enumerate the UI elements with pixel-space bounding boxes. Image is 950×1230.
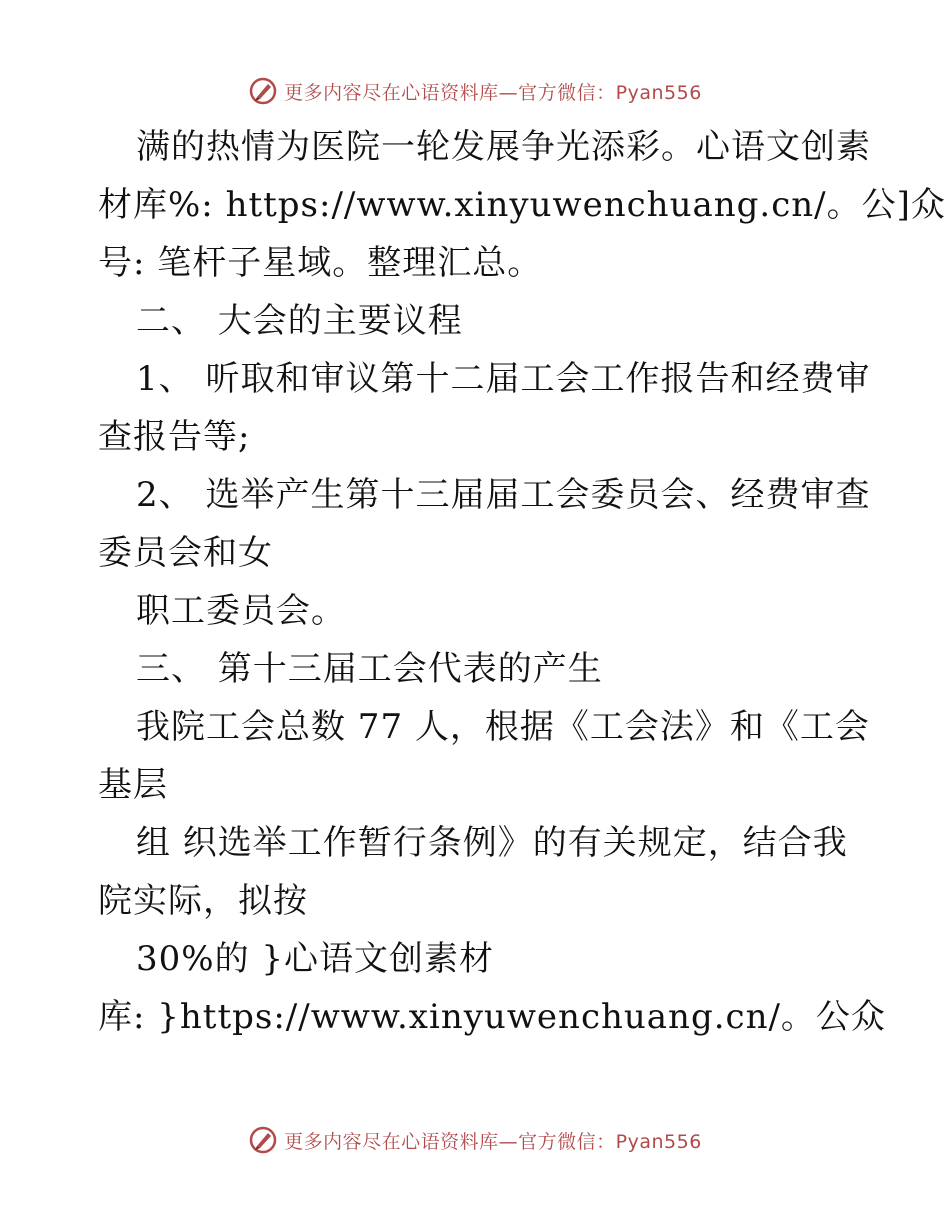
body-line: 我院工会总数 77 人，根据《工会法》和《工会 xyxy=(136,707,870,747)
body-line: 委员会和女 xyxy=(98,533,273,573)
body-line: 满的热情为医院一轮发展争光添彩。心语文创素 xyxy=(136,127,871,167)
document-body xyxy=(98,118,946,1046)
footer-watermark xyxy=(0,1120,950,1160)
body-line: 1、 听取和审议第十二届工会工作报告和经费审 xyxy=(136,359,871,399)
body-line: 组 织选举工作暂行条例》的有关规定，结合我 xyxy=(136,823,848,863)
body-line: 材库%: https://www.xinyuwenchuang.cn/。公]众 xyxy=(98,185,946,225)
body-line: 30%的 }心语文创素材 xyxy=(136,939,495,979)
body-line: 二、 大会的主要议程 xyxy=(136,301,463,341)
body-line: 职工委员会。 xyxy=(136,591,346,631)
body-line: 院实际，拟按 xyxy=(98,881,308,921)
body-line: 基层 xyxy=(98,765,168,805)
header-watermark xyxy=(0,71,950,111)
footer-watermark-text: 更多内容尽在心语资料库—官方微信：Pyan556 xyxy=(284,1130,702,1153)
body-line: 2、 选举产生第十三届届工会委员会、经费审查 xyxy=(136,475,871,515)
pen-nib-circle-icon xyxy=(248,1125,278,1155)
body-line: 查报告等; xyxy=(98,417,251,457)
body-line: 三、 第十三届工会代表的产生 xyxy=(136,649,603,689)
header-watermark-text: 更多内容尽在心语资料库—官方微信：Pyan556 xyxy=(284,81,702,104)
pen-nib-circle-icon xyxy=(248,76,278,106)
body-line: 库: }https://www.xinyuwenchuang.cn/。公众 xyxy=(98,997,886,1037)
body-line: 号: 笔杆子星域。整理汇总。 xyxy=(98,243,543,283)
